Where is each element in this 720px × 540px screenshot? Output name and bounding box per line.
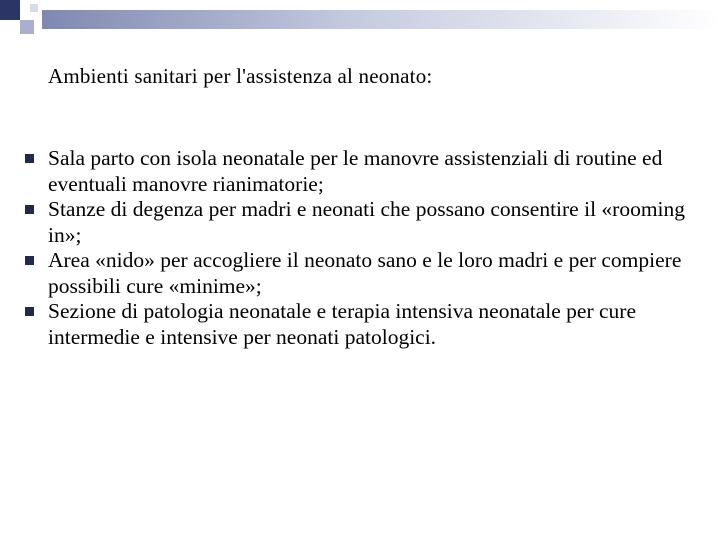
square-bullet-icon <box>25 256 34 265</box>
header-band <box>42 10 720 29</box>
list-item <box>22 299 702 350</box>
square-bullet-icon <box>25 307 34 316</box>
header-square-tiny <box>30 4 38 12</box>
header-decoration <box>0 0 720 40</box>
square-bullet-icon <box>25 154 34 163</box>
bullet-text: Stanze di degenza per madri e neonati che possano consentire il «rooming in»; <box>48 197 686 247</box>
list-item <box>22 248 702 299</box>
bullet-text: Sezione di patologia neonatale e terapia intensiva neonatale per cure intermedie e intensive per neonati patologici. <box>48 299 636 349</box>
bullet-list <box>22 146 702 350</box>
header-square-large <box>0 0 20 20</box>
square-bullet-icon <box>25 205 34 214</box>
slide-title: Ambienti sanitari per l'assistenza al neonato: <box>48 64 433 88</box>
bullet-text: Area «nido» per accogliere il neonato sano e le loro madri e per compiere possibili cure «minime»; <box>48 248 682 298</box>
bullet-text: Sala parto con isola neonatale per le manovre assistenziali di routine ed eventuali manovre rianimatorie; <box>48 146 663 196</box>
list-item <box>22 197 702 248</box>
list-item <box>22 146 702 197</box>
header-square-small <box>20 20 34 34</box>
